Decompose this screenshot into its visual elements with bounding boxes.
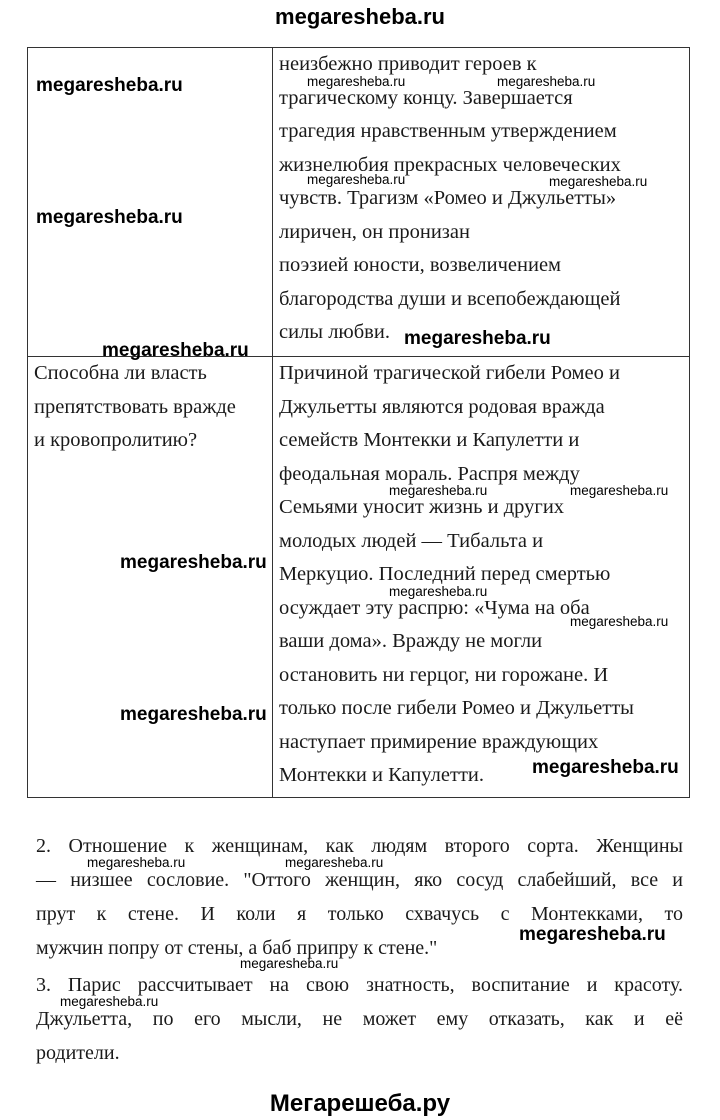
question-line: и кровопролитию? <box>34 429 198 451</box>
watermark: megaresheba.ru <box>532 757 679 778</box>
watermark: megaresheba.ru <box>404 328 551 349</box>
answer-line: лиричен, он пронизан <box>279 220 470 243</box>
table-row <box>28 357 690 798</box>
watermark: megaresheba.ru <box>307 172 406 187</box>
answer-line: семейств Монтекки и Капулетти и <box>279 429 580 451</box>
watermark: megaresheba.ru <box>60 994 159 1009</box>
answer-line: Семьями уносит жизнь и других <box>279 496 565 518</box>
answer-line: неизбежно приводит героев к <box>279 53 537 75</box>
answer-cell <box>273 48 690 357</box>
answer-line: силы любви. <box>279 321 390 343</box>
paragraph-3 <box>36 968 683 1070</box>
answer-line: чувств. Трагизм «Ромео и Джульетты» <box>279 187 617 209</box>
answer-line: жизнелюбия прекрасных человеческих <box>279 153 621 176</box>
watermark: megaresheba.ru <box>307 74 406 89</box>
watermark: megaresheba.ru <box>120 704 267 725</box>
question-line: препятствовать вражде <box>34 395 236 418</box>
answer-line: молодых людей — Тибальта и <box>279 529 544 552</box>
watermark: megaresheba.ru <box>87 855 186 870</box>
content-table <box>27 47 690 798</box>
answer-line: осуждает эту распрю: «Чума на оба <box>279 596 590 619</box>
watermark: megaresheba.ru <box>240 956 339 971</box>
paragraph-line: мужчин попру от стены, а баб припру к стене." <box>36 937 438 959</box>
answer-line: благородства души и всепобеждающей <box>279 287 621 310</box>
watermark: megaresheba.ru <box>36 75 183 96</box>
question-line: Способна ли власть <box>34 362 207 384</box>
answer-line: Причиной трагической гибели Ромео и <box>279 362 620 384</box>
answer-line: ваши дома». Вражду не могли <box>279 630 543 652</box>
watermark: megaresheba.ru <box>497 74 596 89</box>
site-header: megaresheba.ru <box>275 4 445 29</box>
answer-cell <box>273 357 690 798</box>
answer-line: феодальная мораль. Распря между <box>279 462 580 485</box>
answer-line: остановить ни герцог, ни горожане. И <box>279 663 609 686</box>
paragraph-line: 2. Отношение к женщинам, как людям второго сорта. Женщины <box>36 835 683 857</box>
paragraph-line: родители. <box>36 1042 120 1064</box>
answer-line: наступает примирение враждующих <box>279 730 599 753</box>
answer-line: поэзией юности, возвеличением <box>279 254 562 276</box>
watermark: megaresheba.ru <box>549 174 648 189</box>
watermark: megaresheba.ru <box>36 207 183 228</box>
paragraph-line: прут к стене. И коли я только схвачусь с Монтекками, то <box>36 903 683 925</box>
answer-line: Меркуцио. Последний перед смертью <box>279 563 611 585</box>
site-footer: Мегарешеба.ру <box>269 1090 451 1117</box>
watermark: megaresheba.ru <box>120 552 267 573</box>
answer-line: только после гибели Ромео и Джульетты <box>279 697 634 719</box>
watermark: megaresheba.ru <box>519 924 666 945</box>
question-cell <box>28 357 273 798</box>
watermark: megaresheba.ru <box>570 614 669 629</box>
watermark: megaresheba.ru <box>389 584 488 599</box>
watermark: megaresheba.ru <box>102 340 249 361</box>
answer-line: трагическому концу. Завершается <box>279 86 573 109</box>
paragraph-line: — низшее сословие. "Оттого женщин, яко сосуд слабейший, все и <box>36 869 683 891</box>
answer-line: Монтекки и Капулетти. <box>279 764 484 786</box>
watermark: megaresheba.ru <box>285 855 384 870</box>
paragraph-line: 3. Парис рассчитывает на свою знатность, воспитание и красоту. <box>36 974 683 996</box>
watermark: megaresheba.ru <box>389 483 488 498</box>
watermark: megaresheba.ru <box>570 483 669 498</box>
answer-line: трагедия нравственным утверждением <box>279 120 617 142</box>
answer-line: Джульетты являются родовая вражда <box>279 395 605 418</box>
paragraph-line: Джульетта, по его мысли, не может ему отказать, как и её <box>36 1008 683 1030</box>
